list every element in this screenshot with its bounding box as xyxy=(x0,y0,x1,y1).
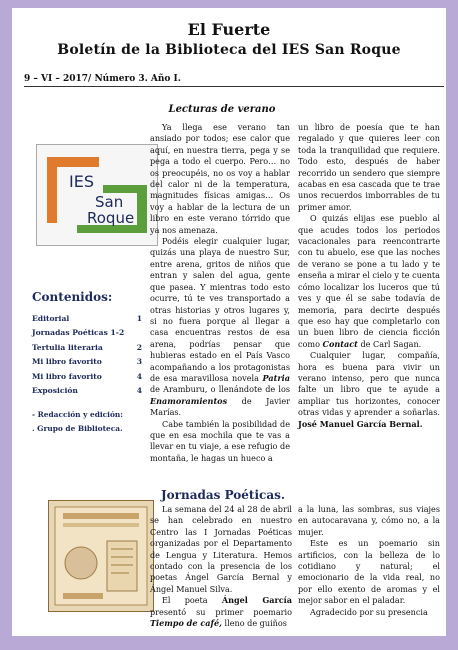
contents-box xyxy=(32,290,142,436)
jornadas-paragraph: El poeta Ángel García presentó su primer poemario Tiempo de café, lleno de guiños xyxy=(150,595,292,629)
credits-line-1: - Redacción y edición: xyxy=(32,410,124,420)
poster-graphic xyxy=(49,501,153,611)
toc-item-label: Tertulia literaria xyxy=(32,342,103,352)
lecturas-paragraph: un libro de poesía que te han regalado y que quieres leer con toda la tranquilidad que requiere. Todo esto, después de haber recorrido un sendero que siempre acabas en esa cascada que te trae unos recuerdos imborrables de tu primer amor. xyxy=(298,122,440,212)
toc-item[interactable] xyxy=(32,355,142,369)
masthead xyxy=(12,20,446,60)
lecturas-column-1 xyxy=(150,122,290,464)
logo-text-ies: IES xyxy=(69,172,94,191)
credits-line-2: . Grupo de Biblioteca. xyxy=(32,424,123,434)
poet-name: Ángel García xyxy=(221,595,292,606)
jornadas-paragraph: a la luna, las sombras, sus viajes en autocaravana y, cómo no, a la mujer. xyxy=(298,504,440,537)
lecturas-column-2 xyxy=(298,122,440,430)
logo-text-roque: Roque xyxy=(87,209,135,227)
jornadas-title: Jornadas Poéticas. xyxy=(160,488,286,502)
jornadas-poster-image xyxy=(48,500,154,612)
lecturas-paragraph: Cualquier lugar, compañía, hora es buena para vivir un verano intenso, pero que nunca falte un libro que te ayude a ampliar tus horizontes, conocer otras vidas y aprender a soñarlas. José Manuel García Bernal. xyxy=(298,350,440,429)
newsletter-page xyxy=(12,8,446,636)
toc-item[interactable] xyxy=(32,326,142,340)
logo-text-san: San xyxy=(95,193,124,211)
school-logo-graphic xyxy=(37,145,157,245)
book-title-tiempo-de-cafe: Tiempo de café, xyxy=(150,618,222,629)
jornadas-paragraph: La semana del 24 al 28 de abril se han celebrado en nuestro Centro las I Jornadas Poéticas organizadas por el Departamento de Lengua y Literatura. Hemos contado con la presencia de los poetas Ángel García Bernal y Ángel Manuel Silva. xyxy=(150,504,292,594)
lecturas-title: Lecturas de verano xyxy=(168,104,276,115)
book-title-enamoramientos: Enamoramientos xyxy=(150,395,228,406)
issue-line: 9 – VI – 2017/ Número 3. Año I. xyxy=(24,74,181,84)
toc-item[interactable] xyxy=(32,341,142,355)
toc-item-label: Jornadas Poéticas 1-2 xyxy=(32,328,125,338)
page-frame-right xyxy=(446,70,458,650)
contents-title: Contenidos: xyxy=(32,290,113,304)
credits xyxy=(32,408,142,436)
book-title-contact: Contact xyxy=(322,338,358,349)
lecturas-paragraph: Cabe también la posibilidad de que en esa mochila que te vas a llevar en tu viaje, a ese refugio de montaña, le hagas un hueco a xyxy=(150,418,290,463)
jornadas-paragraph: Agradecido por su presencia xyxy=(310,606,428,617)
book-title-patria: Patria xyxy=(262,372,290,383)
newsletter-title: El Fuerte xyxy=(187,20,271,39)
school-logo xyxy=(36,144,158,246)
page-frame-bottom xyxy=(0,636,458,650)
page-frame-left xyxy=(0,70,12,650)
lecturas-paragraph: O quizás elijas ese pueblo al que acudes todos los periodos vacacionales para reencontrarte con tu abuelo, ese que las noches de verano se pone a tu lado y te enseña a mirar el cielo y te cuenta cómo localizar los luceros que tú ves y que él se sabe todavía de memoria, para decirte después que eso hay que completarlo con un buen libro de ciencia ficción como Contact de Carl Sagan. xyxy=(298,213,440,349)
newsletter-subtitle: Boletín de la Biblioteca del IES San Roque xyxy=(57,42,401,58)
lecturas-paragraph: Ya llega ese verano tan ansiado por todos; ese calor que aquí, en nuestra tierra, pega y se pega a todo el cuerpo. Pero… no os preocupéis, no os voy a hablar del calor ni de la temperatura, magnitudes físicas amigas… Os voy a hablar de la lectura de un libro en este verano tórrido que ya nos amenaza. xyxy=(150,122,290,235)
toc-item-page: 4 xyxy=(136,386,142,396)
toc-item-label: Exposición xyxy=(32,386,78,396)
header-rule xyxy=(24,86,444,87)
jornadas-column-1 xyxy=(150,504,292,629)
jornadas-column-2 xyxy=(298,504,440,618)
toc-item[interactable] xyxy=(32,312,142,326)
lecturas-paragraph: Podéis elegir cualquier lugar, quizás una playa de nuestro Sur, entre arena, gritos de niños que entran y salen del agua, gente que pasea. Y mientras todo esto ocurre, tú te ves transportado a otras historias y otros lugares y, si no fuera porque al llegar a casa encuentras restos de esa arena, podrías pensar que hubieras estado en el País Vasco acompañando a los protagonistas de esa maravillosa novela Patria de Aramburu, o llenándote de los Enamoramientos de Javier Marías. xyxy=(150,236,290,418)
toc-item-label: Mi libro favorito xyxy=(32,357,102,367)
toc-item-page: 1 xyxy=(136,314,142,323)
toc-item[interactable] xyxy=(32,370,142,384)
toc-item-page: 4 xyxy=(136,371,142,381)
toc-item-page: 3 xyxy=(136,357,142,367)
toc-item-label: Mi libro favorito xyxy=(32,371,102,381)
article-author: José Manuel García Bernal. xyxy=(298,418,423,429)
toc-item-label: Editorial xyxy=(32,314,70,323)
toc-item[interactable] xyxy=(32,384,142,398)
toc-item-page: 2 xyxy=(136,342,142,352)
jornadas-paragraph: Este es un poemario sin artificios, con la belleza de lo cotidiano y natural; el emocionario de la vida real, no por ello exento de aromas y el mejor sabor en el paladar. xyxy=(298,538,440,606)
